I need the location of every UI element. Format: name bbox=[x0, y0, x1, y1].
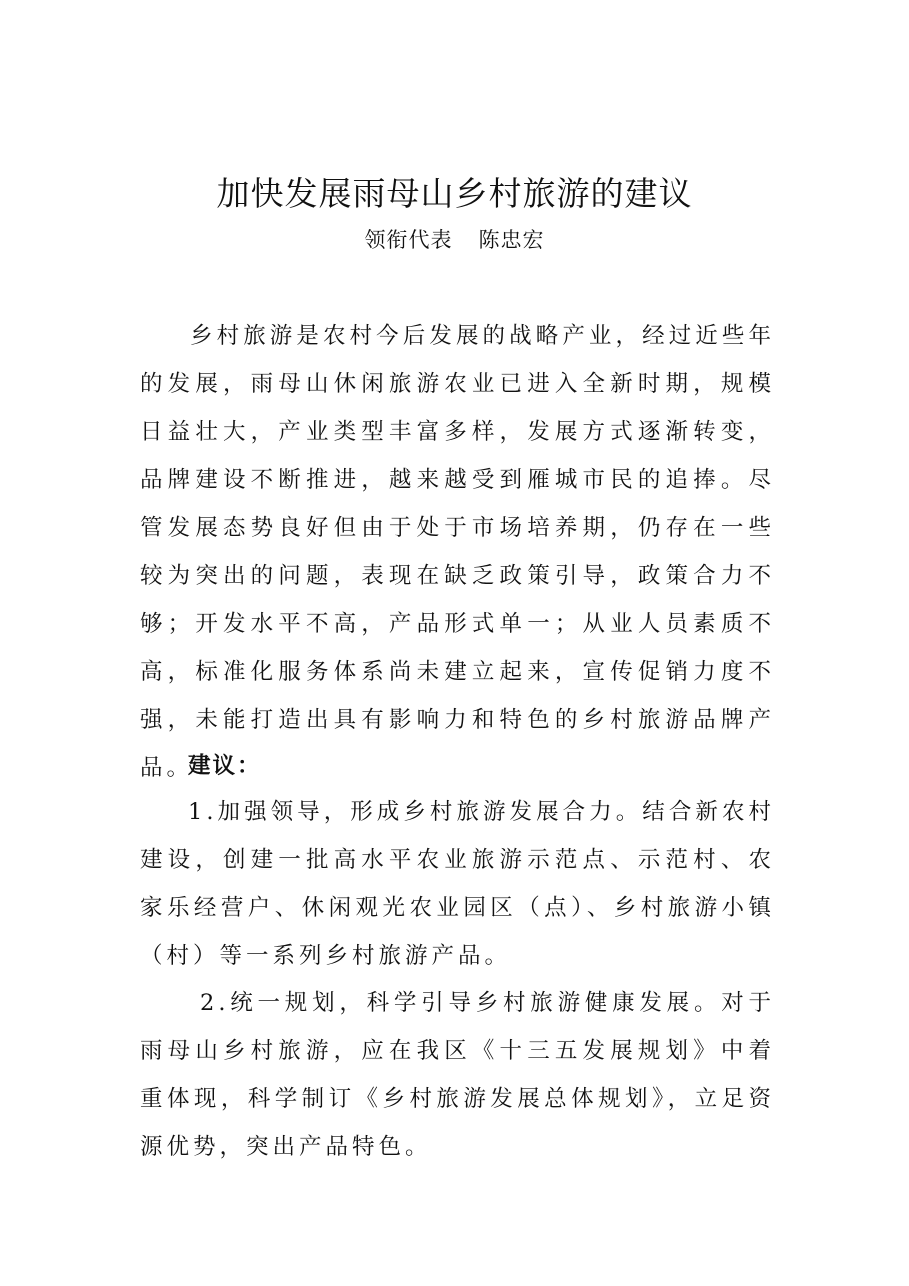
suggestion-item-2: 2.统一规划，科学引导乡村旅游健康发展。对于雨母山乡村旅游，应在我区《十三五发展规划》中着重体现，科学制订《乡村旅游发展总体规划》，立足资源优势，突出产品特色。 bbox=[140, 990, 775, 1160]
suggestions-heading: 建议： bbox=[188, 753, 262, 779]
byline-name: 陈忠宏 bbox=[478, 228, 545, 252]
byline-role: 领衔代表 bbox=[364, 228, 453, 252]
byline bbox=[0, 222, 909, 258]
suggestion-item-1: 1.加强领导，形成乡村旅游发展合力。结合新农村建设，创建一批高水平农业旅游示范点、示范村、农家乐经营户、休闲观光农业园区（点）、乡村旅游小镇（村）等一系列乡村旅游产品。 bbox=[140, 799, 775, 969]
document-title: 加快发展雨母山乡村旅游的建议 bbox=[216, 174, 693, 213]
paragraph-intro: 乡村旅游是农村今后发展的战略产业，经过近些年的发展，雨母山休闲旅游农业已进入全新时期，规模日益壮大，产业类型丰富多样，发展方式逐渐转变，品牌建设不断推进，越来越受到雁城市民的追捧。尽管发展态势良好但由于处于市场培养期，仍存在一些较为突出的问题，表现在缺乏政策引导，政策合力不够；开发水平不高，产品形式单一；从业人员素质不高，标准化服务体系尚未建立起来，宣传促销力度不强，未能打造出具有影响力和特色的乡村旅游品牌产品。 bbox=[140, 323, 775, 781]
